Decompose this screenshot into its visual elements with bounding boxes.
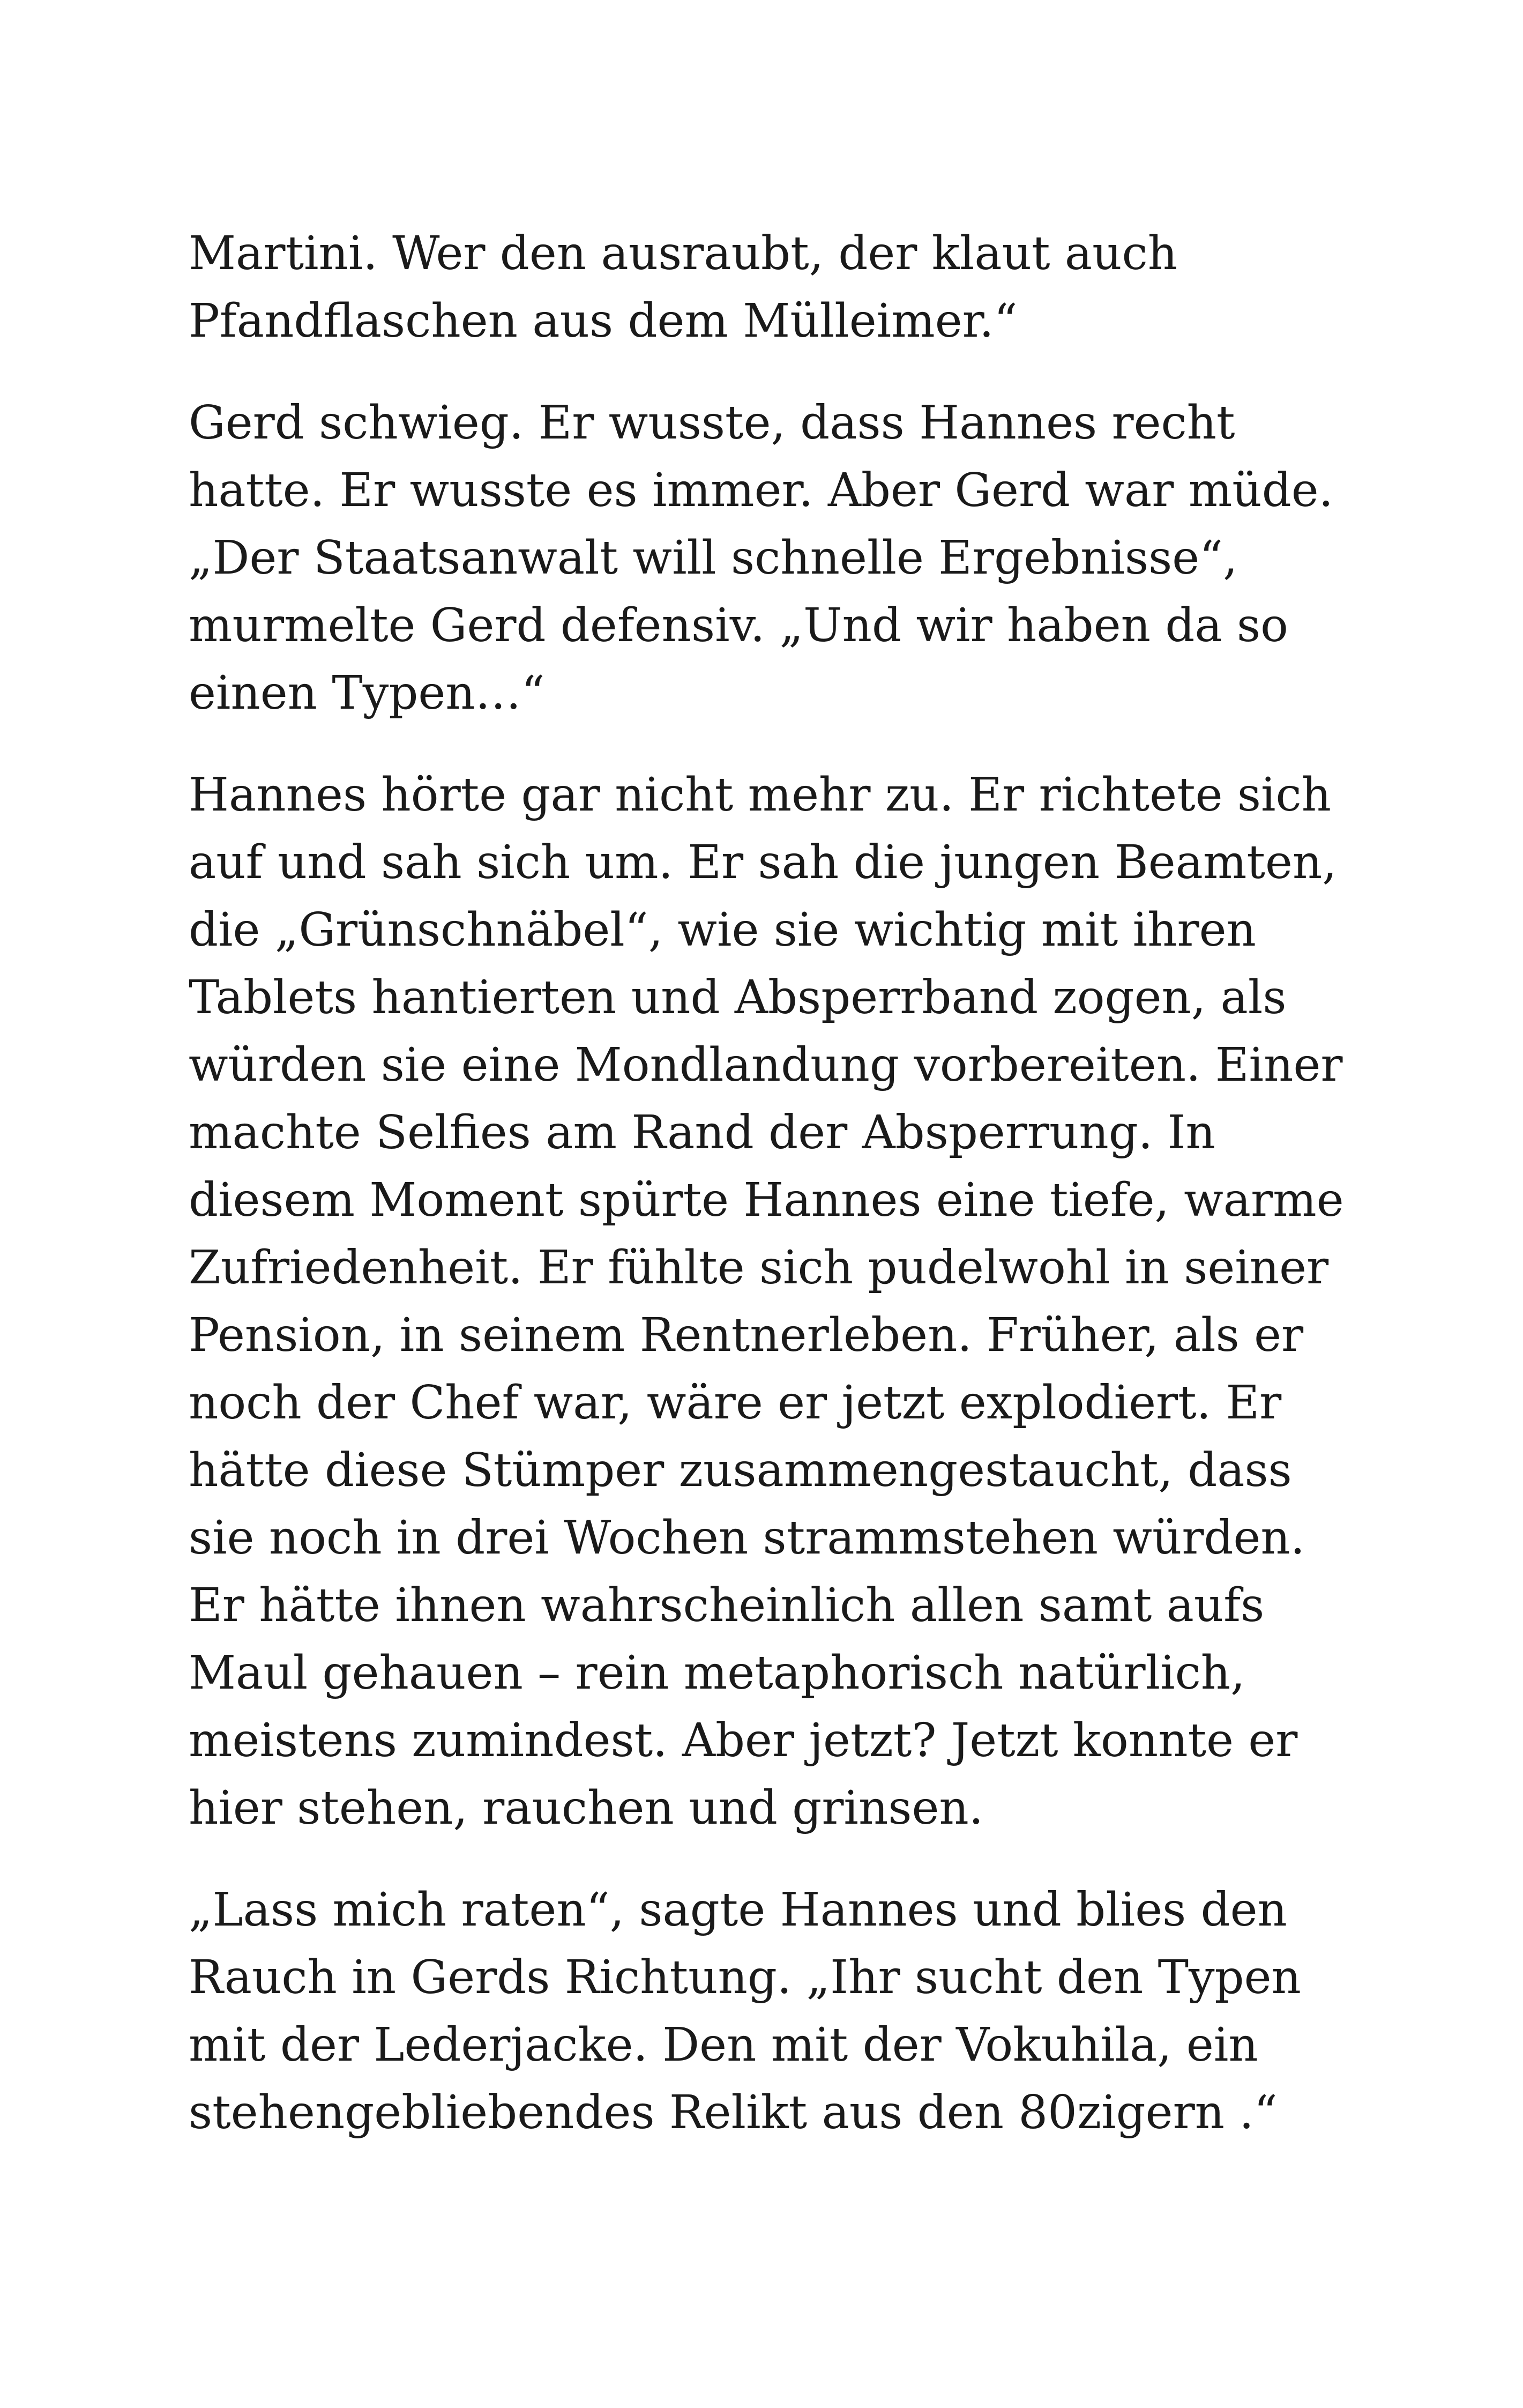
paragraph-1 [189,220,1293,355]
text-line: mit der Lederjacke. Den mit der Vokuhila, ein [189,2018,1258,2072]
paragraph-2 [189,389,1333,727]
text-line: würden sie eine Mondlandung vorbereiten. Einer [189,1038,1343,1092]
text-line: hatte. Er wusste es immer. Aber Gerd war müde. [189,464,1333,517]
text-line: auf und sah sich um. Er sah die jungen Beamten, [189,836,1337,889]
text-line: hier stehen, rauchen und grinsen. [189,1781,984,1835]
text-line: Maul gehauen – rein metaphorisch natürlich, [189,1646,1245,1700]
paragraph-4 [189,1876,1301,2146]
text-line: Pension, in seinem Rentnerleben. Früher, als er [189,1309,1304,1362]
body-text [189,220,1344,2181]
paragraph-3 [189,761,1344,1842]
text-line: Pfandflaschen aus dem Mülleimer.“ [189,294,1018,348]
text-line: Tablets hantierten und Absperrband zogen, als [189,971,1287,1024]
text-line: „Lass mich raten“, sagte Hannes und blies den [189,1883,1287,1937]
text-line: einen Typen…“ [189,666,545,720]
text-line: Rauch in Gerds Richtung. „Ihr sucht den Typen [189,1951,1301,2004]
text-line: stehengebliebendes Relikt aus den 80zigern .“ [189,2086,1278,2139]
text-line: machte Selfies am Rand der Absperrung. In [189,1106,1215,1160]
text-line: diesem Moment spürte Hannes eine tiefe, warme [189,1173,1344,1227]
text-line: meistens zumindest. Aber jetzt? Jetzt konnte er [189,1714,1298,1767]
text-line: noch der Chef war, wäre er jetzt explodiert. Er [189,1376,1282,1430]
text-line: die „Grünschnäbel“, wie sie wichtig mit ihren [189,903,1256,957]
text-line: Zufriedenheit. Er fühlte sich pudelwohl in seiner [189,1241,1329,1295]
text-line: sie noch in drei Wochen strammstehen würden. [189,1511,1305,1565]
text-line: Hannes hörte gar nicht mehr zu. Er richtete sich [189,768,1332,822]
text-line: Martini. Wer den ausraubt, der klaut auch [189,227,1178,280]
text-line: murmelte Gerd defensiv. „Und wir haben da so [189,599,1288,652]
text-line: Er hätte ihnen wahrscheinlich allen samt aufs [189,1579,1265,1632]
text-line: hätte diese Stümper zusammengestaucht, dass [189,1444,1292,1497]
text-line: „Der Staatsanwalt will schnelle Ergebnisse“, [189,531,1238,585]
text-line: Gerd schwieg. Er wusste, dass Hannes recht [189,396,1235,450]
